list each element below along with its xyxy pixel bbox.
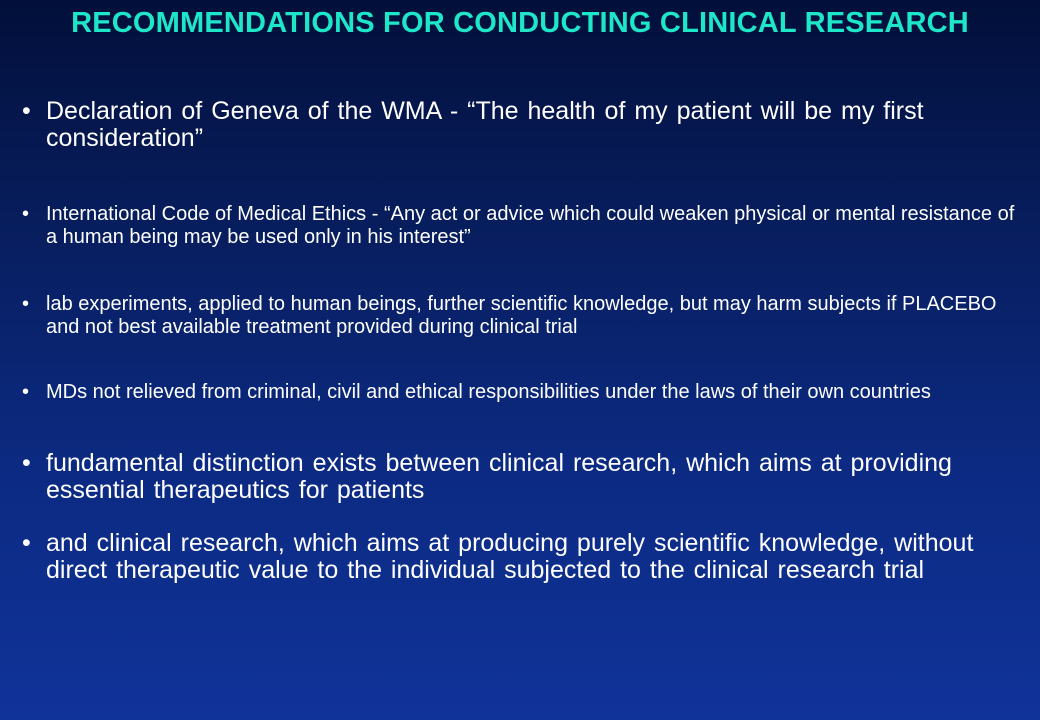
bullet-list: [22, 98, 1022, 584]
bullet-item: [22, 203, 1022, 249]
bullet-dot: •: [22, 203, 30, 225]
bullet-text: fundamental distinction exists between clinical research, which aims at providing essential therapeutics for patients: [46, 449, 952, 504]
bullet-dot: •: [22, 529, 31, 557]
slide-title: RECOMMENDATIONS FOR CONDUCTING CLINICAL RESEARCH: [71, 7, 969, 39]
bullet-text: and clinical research, which aims at producing purely scientific knowledge, without direct therapeutic value to the individual subjected to the clinical research trial: [46, 529, 974, 584]
bullet-dot: •: [22, 381, 30, 403]
bullet-item: [22, 530, 1022, 584]
bullet-text: International Code of Medical Ethics - “Any act or advice which could weaken physical or mental resistance of a human being may be used only in his interest”: [46, 203, 1015, 248]
bullet-text: MDs not relieved from criminal, civil and ethical responsibilities under the laws of their own countries: [46, 381, 931, 403]
bullet-dot: •: [22, 97, 31, 125]
bullet-text: Declaration of Geneva of the WMA - “The health of my patient will be my first consideration”: [46, 97, 924, 152]
bullet-dot: •: [22, 293, 30, 315]
bullet-item: [22, 450, 1022, 504]
bullet-text: lab experiments, applied to human beings, further scientific knowledge, but may harm subjects if PLACEBO and not best available treatment provided during clinical trial: [46, 293, 997, 338]
bullet-item: [22, 293, 1022, 339]
bullet-item: [22, 98, 1022, 152]
bullet-item: [22, 381, 1022, 404]
bullet-dot: •: [22, 449, 31, 477]
